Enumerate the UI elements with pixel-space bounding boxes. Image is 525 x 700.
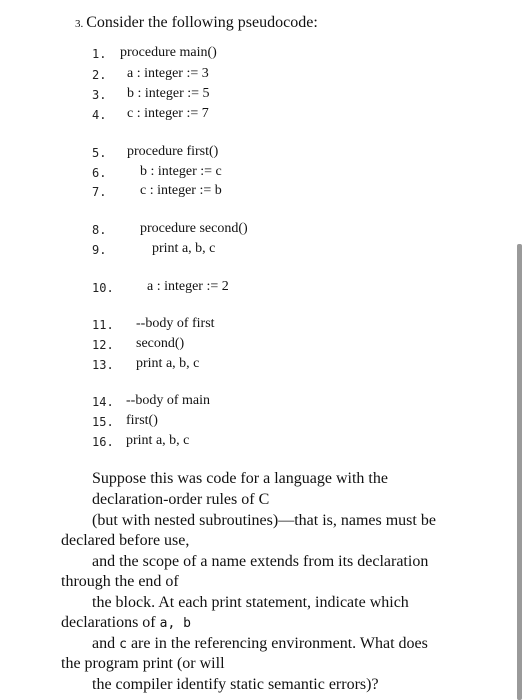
paragraph-line: (but with nested subroutines)—that is, names must be — [92, 512, 436, 529]
line-number: 7. — [92, 185, 107, 199]
code-text: c : integer := 7 — [127, 106, 209, 121]
question-number: 3. — [75, 18, 84, 30]
code-text: first() — [126, 413, 158, 428]
code-text: --body of main — [126, 393, 210, 408]
paragraph-text: declarations of — [61, 614, 156, 631]
code-text: print a, b, c — [136, 356, 200, 371]
code-text: b : integer := 5 — [127, 86, 210, 101]
paragraph-text: are in the referencing environment. What does — [130, 635, 428, 652]
code-text: print a, b, c — [126, 433, 190, 448]
inline-code: c — [119, 637, 127, 652]
vertical-scrollbar[interactable] — [517, 244, 522, 700]
code-text: --body of first — [136, 316, 215, 331]
code-text: a : integer := 2 — [147, 279, 229, 294]
paragraph-text: and — [92, 635, 116, 652]
inline-code: a, b — [159, 616, 191, 631]
line-number: 12. — [92, 338, 114, 352]
code-text: second() — [136, 336, 185, 351]
line-number: 14. — [92, 395, 114, 409]
code-text: procedure second() — [140, 221, 248, 236]
line-number: 11. — [92, 318, 114, 332]
paragraph-line: declared before use, — [61, 532, 190, 549]
paragraph-line: the program print (or will — [61, 655, 225, 672]
paragraph-line — [92, 634, 428, 656]
line-number: 9. — [92, 243, 107, 257]
paragraph-line: Suppose this was code for a language with the — [92, 470, 388, 487]
code-text: print a, b, c — [152, 241, 216, 256]
paragraph-line: through the end of — [61, 573, 179, 590]
line-number: 1. — [92, 47, 107, 61]
line-number: 8. — [92, 223, 107, 237]
code-text: procedure first() — [127, 144, 219, 159]
line-number: 16. — [92, 435, 114, 449]
line-number: 5. — [92, 146, 107, 160]
code-text: procedure main() — [120, 45, 217, 60]
line-number: 6. — [92, 166, 107, 180]
question-header — [75, 14, 318, 32]
line-number: 10. — [92, 281, 114, 295]
line-number: 4. — [92, 108, 107, 122]
paragraph-line — [61, 613, 191, 635]
code-text: a : integer := 3 — [127, 66, 209, 81]
code-text: b : integer := c — [140, 164, 222, 179]
line-number: 15. — [92, 415, 114, 429]
paragraph-line: the block. At each print statement, indicate which — [92, 594, 409, 611]
line-number: 2. — [92, 68, 107, 82]
line-number: 13. — [92, 358, 114, 372]
code-text: c : integer := b — [140, 183, 222, 198]
paragraph-line: declaration-order rules of C — [92, 491, 270, 508]
line-number: 3. — [92, 88, 107, 102]
paragraph-line: the compiler identify static semantic errors)? — [92, 676, 379, 693]
paragraph-line: and the scope of a name extends from its declaration — [92, 553, 429, 570]
question-prompt: Consider the following pseudocode: — [86, 14, 318, 31]
